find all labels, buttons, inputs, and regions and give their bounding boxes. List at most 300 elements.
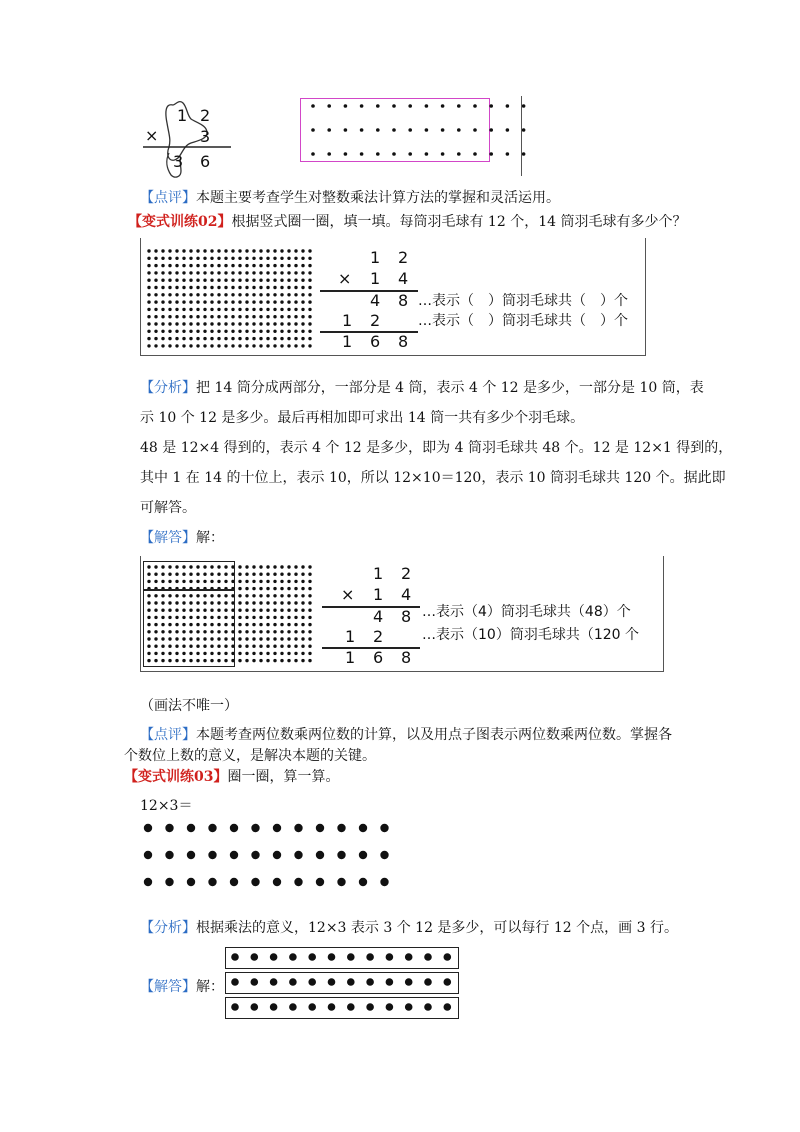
dot	[217, 286, 220, 289]
dot	[210, 249, 213, 252]
dot	[301, 249, 304, 252]
dot	[245, 630, 248, 633]
dot	[347, 978, 355, 986]
dot	[154, 308, 157, 311]
dot	[210, 257, 213, 260]
dot	[425, 152, 429, 156]
dot	[252, 645, 255, 648]
dot	[196, 315, 199, 318]
dot	[230, 878, 238, 886]
calc-digit: 1	[342, 332, 353, 351]
dot	[259, 315, 262, 318]
dot	[245, 637, 248, 640]
dot	[266, 587, 269, 590]
dot	[252, 293, 255, 296]
dot	[196, 271, 199, 274]
dot	[308, 565, 311, 568]
dot	[473, 152, 477, 156]
dot	[280, 601, 283, 604]
dot	[308, 978, 316, 986]
dot	[316, 851, 324, 859]
dot	[328, 1003, 336, 1011]
dot	[301, 293, 304, 296]
dot	[189, 279, 192, 282]
dot	[210, 300, 213, 303]
dot	[217, 249, 220, 252]
dot	[308, 257, 311, 260]
dot	[280, 257, 283, 260]
dot	[161, 279, 164, 282]
dot	[266, 580, 269, 583]
dot	[273, 851, 281, 859]
dot	[252, 594, 255, 597]
dot-grid-36	[142, 822, 402, 892]
dot	[287, 322, 290, 325]
dot	[245, 601, 248, 604]
dot	[301, 645, 304, 648]
dot	[287, 587, 290, 590]
dot	[280, 315, 283, 318]
dot	[168, 286, 171, 289]
dot	[189, 264, 192, 267]
dot	[301, 616, 304, 619]
dot	[308, 249, 311, 252]
dot	[168, 257, 171, 260]
dot	[154, 337, 157, 340]
frame-right	[663, 556, 664, 672]
dot	[175, 249, 178, 252]
dot	[457, 152, 461, 156]
dot	[287, 645, 290, 648]
dot	[245, 264, 248, 267]
dot	[405, 1003, 413, 1011]
dot	[252, 271, 255, 274]
dot	[217, 271, 220, 274]
dot	[238, 264, 241, 267]
dot	[245, 279, 248, 282]
dot	[473, 128, 477, 132]
dot	[224, 322, 227, 325]
dot	[280, 300, 283, 303]
dot	[266, 565, 269, 568]
dot	[245, 315, 248, 318]
dot	[252, 565, 255, 568]
dot	[280, 286, 283, 289]
dot	[231, 264, 234, 267]
dot	[301, 652, 304, 655]
dot	[252, 630, 255, 633]
dot	[522, 128, 526, 132]
dot	[301, 279, 304, 282]
variant-03-heading	[124, 767, 339, 787]
dot	[245, 652, 248, 655]
dot	[196, 286, 199, 289]
dot	[147, 293, 150, 296]
dot	[308, 580, 311, 583]
dot	[147, 330, 150, 333]
dot	[259, 580, 262, 583]
dot	[266, 594, 269, 597]
frame-right	[645, 238, 646, 356]
dot	[328, 953, 336, 961]
dot	[231, 322, 234, 325]
dot	[280, 616, 283, 619]
dot	[231, 271, 234, 274]
dot	[386, 1003, 394, 1011]
dot	[182, 257, 185, 260]
dot	[294, 601, 297, 604]
dot	[224, 308, 227, 311]
dot	[366, 953, 374, 961]
dot	[294, 878, 302, 886]
dot	[259, 645, 262, 648]
dot	[266, 286, 269, 289]
dot	[161, 249, 164, 252]
dot	[280, 630, 283, 633]
dot	[147, 300, 150, 303]
fill-answer-2: …表示（10）筒羽毛球共（120 个	[422, 627, 639, 643]
dot	[359, 878, 367, 886]
dot	[187, 851, 195, 859]
dot	[308, 300, 311, 303]
dot	[175, 322, 178, 325]
dot	[252, 601, 255, 604]
analysis-text: 把 14 筒分成两部分，一部分是 4 筒，表示 4 个 12 是多少，一部分是 10 筒，表	[196, 380, 704, 396]
dot	[259, 337, 262, 340]
calc-digit: 1	[345, 627, 356, 646]
dot	[154, 279, 157, 282]
dot	[273, 659, 276, 662]
dot	[259, 587, 262, 590]
dot	[217, 322, 220, 325]
dot	[238, 565, 241, 568]
dot	[259, 271, 262, 274]
dot	[231, 257, 234, 260]
dot	[266, 271, 269, 274]
dot	[308, 630, 311, 633]
dot	[425, 104, 429, 108]
fig1-digit: 6	[200, 152, 211, 171]
dot	[189, 249, 192, 252]
dot	[189, 322, 192, 325]
dot	[301, 587, 304, 590]
dot	[376, 128, 380, 132]
dot	[189, 330, 192, 333]
dot	[196, 344, 199, 347]
dot	[316, 824, 324, 832]
dot	[224, 293, 227, 296]
dot	[182, 249, 185, 252]
dot	[259, 322, 262, 325]
dot	[182, 293, 185, 296]
dot	[301, 344, 304, 347]
dot	[294, 580, 297, 583]
dot	[294, 286, 297, 289]
dot	[251, 878, 259, 886]
dot	[308, 601, 311, 604]
calc-digit: 8	[398, 291, 409, 310]
dot	[287, 300, 290, 303]
dot	[231, 293, 234, 296]
dot	[280, 594, 283, 597]
dot	[301, 609, 304, 612]
dot	[308, 652, 311, 655]
dot	[506, 152, 510, 156]
dot	[196, 308, 199, 311]
dot	[196, 337, 199, 340]
dot	[224, 257, 227, 260]
dot	[273, 286, 276, 289]
dot	[359, 824, 367, 832]
dot	[287, 271, 290, 274]
calc-digit: 8	[401, 648, 412, 667]
dot	[252, 300, 255, 303]
dot	[251, 1003, 259, 1011]
calc-digit: 1	[373, 564, 384, 583]
dot	[301, 300, 304, 303]
dot	[408, 152, 412, 156]
dot	[245, 344, 248, 347]
dot	[280, 293, 283, 296]
dot	[245, 565, 248, 568]
dot	[245, 587, 248, 590]
dot	[444, 953, 452, 961]
dot	[154, 271, 157, 274]
dot	[273, 878, 281, 886]
dot	[252, 279, 255, 282]
dot	[147, 337, 150, 340]
dot	[266, 652, 269, 655]
dot	[366, 978, 374, 986]
dot	[294, 637, 297, 640]
dot	[294, 659, 297, 662]
dot	[308, 587, 311, 590]
dot	[154, 322, 157, 325]
dot	[316, 878, 324, 886]
dot	[252, 344, 255, 347]
dot	[360, 104, 364, 108]
dot	[424, 1003, 432, 1011]
dot	[273, 257, 276, 260]
dot	[287, 337, 290, 340]
dot	[168, 293, 171, 296]
dot	[210, 264, 213, 267]
answer-text: 解：	[196, 530, 224, 546]
dot	[231, 249, 234, 252]
dot	[144, 878, 152, 886]
dot	[344, 128, 348, 132]
dot	[161, 344, 164, 347]
dot	[287, 652, 290, 655]
dot	[308, 279, 311, 282]
dot	[252, 616, 255, 619]
dot	[287, 344, 290, 347]
dot	[203, 322, 206, 325]
dot	[245, 659, 248, 662]
dot	[311, 128, 315, 132]
dot	[280, 264, 283, 267]
calc-digit: 2	[401, 564, 412, 583]
dot	[161, 315, 164, 318]
dot	[154, 330, 157, 333]
dot	[280, 330, 283, 333]
dot	[308, 293, 311, 296]
dot	[245, 330, 248, 333]
dot	[224, 271, 227, 274]
dot	[230, 824, 238, 832]
tag-variant: 【变式训练03】	[124, 769, 228, 785]
dot	[489, 152, 493, 156]
dot	[344, 104, 348, 108]
calc-digit: 4	[370, 291, 381, 310]
dot	[238, 300, 241, 303]
dot	[238, 659, 241, 662]
dot	[522, 104, 526, 108]
dot	[266, 609, 269, 612]
dot	[208, 824, 216, 832]
dot	[380, 824, 388, 832]
dot	[161, 308, 164, 311]
dot	[392, 128, 396, 132]
dot	[259, 293, 262, 296]
dot	[259, 630, 262, 633]
dot	[259, 616, 262, 619]
dot	[308, 609, 311, 612]
dot	[238, 337, 241, 340]
calc-digit: 1	[370, 269, 381, 288]
dot	[238, 271, 241, 274]
dot	[273, 601, 276, 604]
dot	[224, 264, 227, 267]
circle-10-rows	[143, 590, 235, 667]
dot	[224, 286, 227, 289]
dot	[252, 659, 255, 662]
dot	[175, 286, 178, 289]
dot	[280, 337, 283, 340]
dot	[280, 565, 283, 568]
dot	[203, 315, 206, 318]
dot	[441, 152, 445, 156]
dot	[287, 257, 290, 260]
dot	[210, 271, 213, 274]
dot	[203, 257, 206, 260]
fig1-digit: 3	[200, 127, 211, 146]
dot	[266, 344, 269, 347]
comment-2-line-2: 个数位上数的意义，是解决本题的关键。	[124, 748, 376, 764]
dot	[168, 300, 171, 303]
dot	[224, 279, 227, 282]
dot	[161, 300, 164, 303]
comment-1	[140, 188, 560, 208]
dot	[273, 616, 276, 619]
dot	[270, 978, 278, 986]
dot	[273, 594, 276, 597]
dot	[210, 293, 213, 296]
dot	[252, 330, 255, 333]
dot	[224, 330, 227, 333]
dot	[266, 337, 269, 340]
dot	[308, 594, 311, 597]
dot	[196, 264, 199, 267]
dot	[273, 315, 276, 318]
dot	[168, 264, 171, 267]
tag-analysis: 【分析】	[140, 380, 196, 396]
dot	[231, 315, 234, 318]
dot	[154, 293, 157, 296]
dot	[182, 279, 185, 282]
dot	[308, 573, 311, 576]
dot	[287, 616, 290, 619]
dot	[230, 851, 238, 859]
dot	[203, 264, 206, 267]
dot	[280, 645, 283, 648]
dot	[231, 300, 234, 303]
dot	[289, 978, 297, 986]
dot	[245, 580, 248, 583]
dot	[522, 152, 526, 156]
tag-answer: 【解答】	[140, 530, 196, 546]
dot	[224, 344, 227, 347]
dot	[270, 953, 278, 961]
dot	[273, 645, 276, 648]
dot	[294, 257, 297, 260]
frame-line	[521, 96, 522, 176]
dot	[405, 978, 413, 986]
frame-left	[140, 238, 141, 356]
drawing-note: （画法不唯一）	[140, 698, 238, 714]
answer-text: 解：	[196, 979, 224, 995]
dot	[294, 322, 297, 325]
calc-digit: 2	[373, 627, 384, 646]
dot	[238, 630, 241, 633]
tag-answer: 【解答】	[140, 979, 196, 995]
fill-line-2: …表示（ ）筒羽毛球共（ ）个	[418, 313, 628, 329]
dot	[294, 851, 302, 859]
dot	[327, 104, 331, 108]
dot	[294, 249, 297, 252]
dot	[238, 580, 241, 583]
dot	[189, 293, 192, 296]
dot	[301, 601, 304, 604]
dot	[308, 659, 311, 662]
dot	[301, 659, 304, 662]
dot	[287, 330, 290, 333]
dot	[165, 878, 173, 886]
dot	[280, 344, 283, 347]
dot	[266, 315, 269, 318]
dot	[441, 104, 445, 108]
dot	[252, 257, 255, 260]
dot	[196, 330, 199, 333]
dot	[196, 257, 199, 260]
dot	[210, 308, 213, 311]
comment-2-line-1	[140, 725, 672, 745]
dot	[147, 315, 150, 318]
dot	[217, 330, 220, 333]
dot	[175, 337, 178, 340]
dot	[168, 279, 171, 282]
dot	[187, 824, 195, 832]
fig1-digit: 1	[177, 106, 188, 125]
dot	[294, 623, 297, 626]
dot	[259, 659, 262, 662]
dot	[217, 293, 220, 296]
dot	[259, 264, 262, 267]
dot	[280, 271, 283, 274]
dot	[301, 573, 304, 576]
dot	[238, 573, 241, 576]
dot	[266, 616, 269, 619]
